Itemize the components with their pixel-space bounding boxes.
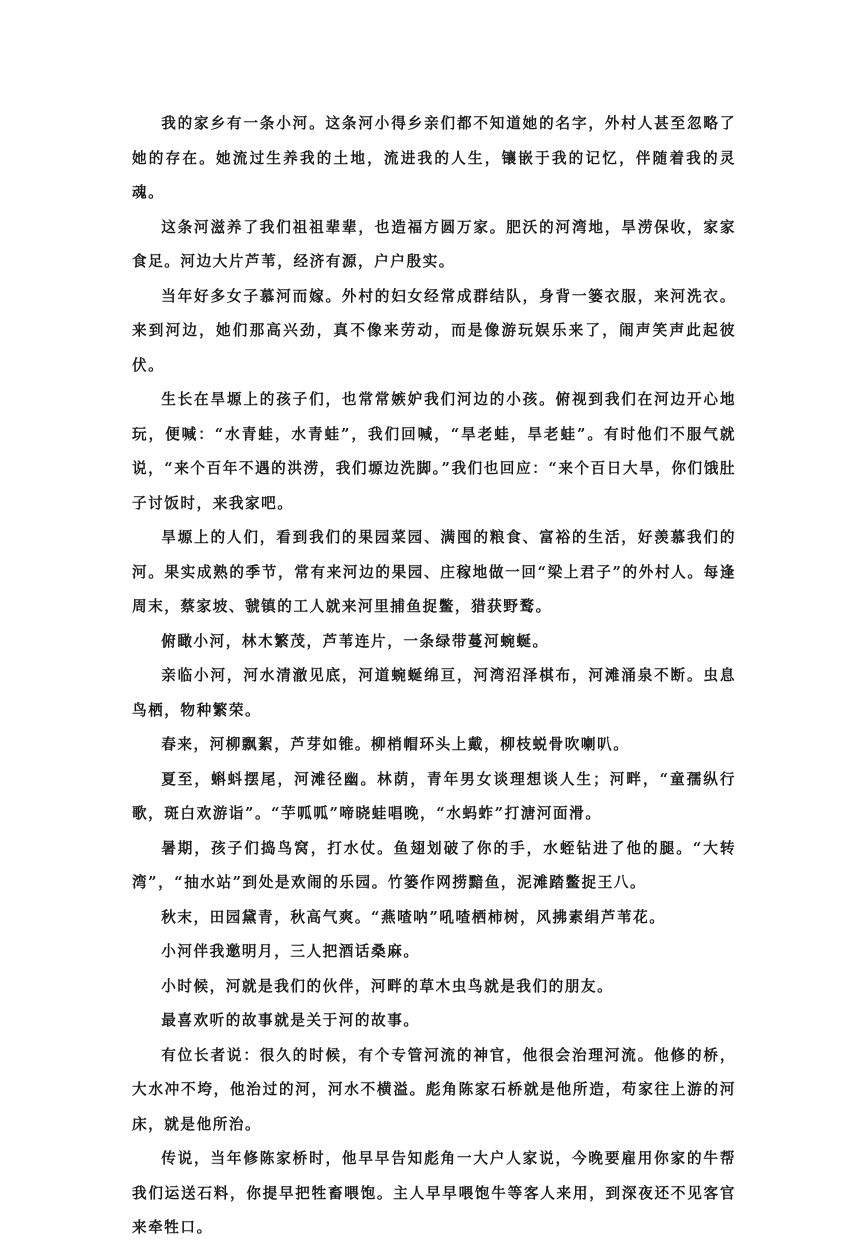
paragraph: 春来，河柳飘絮，芦芽如锥。柳梢帽环头上戴，柳枝蜕骨吹喇叭。 bbox=[161, 736, 630, 753]
paragraph: 当年好多女子慕河而嫁。外村的妇女经常成群结队，身背一篓衣服，来河洗衣。来到河边，她们那高兴劲，真不像来劳动，而是像游玩娱乐来了，闹声笑声此起彼伏。 bbox=[132, 287, 736, 374]
paragraph: 暑期，孩子们捣鸟窝，打水仗。鱼翅划破了你的手，水蛭钻进了他的腿。“大转湾”，“抽水站”到处是欢闹的乐园。竹篓作网捞黯鱼，泥滩踏鳖捉王八。 bbox=[132, 839, 736, 891]
paragraph: 我的家乡有一条小河。这条河小得乡亲们都不知道她的名字，外村人甚至忽略了她的存在。她流过生养我的土地，流进我的人生，镶嵌于我的记忆，伴随着我的灵魂。 bbox=[132, 115, 736, 201]
paragraph: 旱塬上的人们，看到我们的果园菜园、满囤的粮食、富裕的生活，好羡慕我们的河。果实成熟的季节，常有来河边的果园、庄稼地做一回“梁上君子”的外村人。每逢周末，蔡家坡、虢镇的工人就来河里捕鱼捉鳖，猎获野鹜。 bbox=[132, 529, 736, 615]
paragraph: 最喜欢听的故事就是关于河的故事。 bbox=[161, 1012, 420, 1029]
document-body bbox=[132, 107, 736, 1246]
paragraph: 俯瞰小河，林木繁茂，芦苇连片，一条绿带蔓河蜿蜒。 bbox=[161, 632, 549, 650]
paragraph: 生长在旱塬上的孩子们，也常常嫉妒我们河边的小孩。俯视到我们在河边开心地玩，便喊：“水青蛙，水青蛙”，我们回喊，“旱老蛙，旱老蛙”。有时他们不服气就说，“来个百年不遇的洪涝，我们塬边洗脚。”我们也回应：“来个百日大旱，你们饿肚子讨饭时，来我家吧。 bbox=[132, 391, 736, 512]
paragraph: 夏至，蝌蚪摆尾，河滩径幽。林荫，青年男女谈理想谈人生；河畔，“童孺纵行歌，斑白欢游诣”。“芋呱呱”啼晓蛙唱晚，“水蚂蚱”打溏河面滑。 bbox=[132, 770, 736, 822]
paragraph: 小河伴我邀明月，三人把酒话桑麻。 bbox=[161, 943, 420, 960]
paragraph: 传说，当年修陈家桥时，他早早告知彪角一大户人家说，今晚要雇用你家的牛帮我们运送石料，你提早把牲畜喂饱。主人早早喂饱牛等客人来用，到深夜还不见客官来牵牲口。 bbox=[132, 1150, 736, 1236]
paragraph: 亲临小河，河水清澈见底，河道蜿蜒绵亘，河湾沼泽棋布，河滩涌泉不断。虫息鸟栖，物种繁荣。 bbox=[132, 667, 736, 719]
paragraph: 这条河滋养了我们祖祖辈辈，也造福方圆万家。肥沃的河湾地，旱涝保收，家家食足。河边大片芦苇，经济有源，户户殷实。 bbox=[132, 218, 736, 270]
paragraph: 有位长者说：很久的时候，有个专管河流的神官，他很会治理河流。他修的桥，大水冲不垮，他治过的河，河水不横溢。彪角陈家石桥就是他所造，苟家往上游的河床，就是他所治。 bbox=[132, 1046, 736, 1133]
paragraph: 秋末，田园黛青，秋高气爽。“燕喳呐”吼喳栖柿树，风拂素绢芦苇花。 bbox=[161, 908, 666, 926]
paragraph: 小时候，河就是我们的伙伴，河畔的草木虫鸟就是我们的朋友。 bbox=[161, 977, 614, 995]
